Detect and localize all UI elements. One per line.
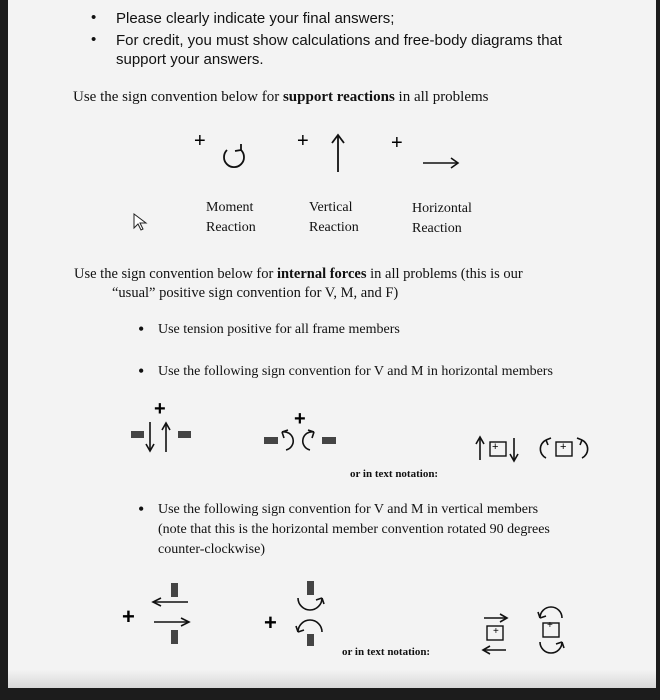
bullet-text: Please clearly indicate your final answers; (116, 10, 395, 27)
bullet-dot: • (138, 361, 145, 381)
bullet-text: For credit, you must show calculations and free-body diagrams that (116, 32, 563, 49)
bullet-dot: • (138, 499, 145, 519)
boxed-plus-text: + (547, 620, 553, 631)
shear-text-notation-icon (474, 434, 528, 464)
document-page: • Please clearly indicate your final answers; • For credit, you must show calculations and free-body diagrams that support your answers. Use the sign convention below for support reactions in all problems + + + Moment Reaction Vertical Reaction Horizontal Reaction Use the sign convention below for internal forces in all problems (this is our “usual” positive sign convention for V, M, and F) • Use tension positive for all frame members • Use the following sign convention for V and M in horizontal members + + or in text notation: + + • Use the following sign convention for V and M in vertical members (note that this is the horizontal member convention rotated 90 degrees counter-clockwise) + + or in text notation: + + (8, 0, 656, 688)
label-line: Horizontal (412, 201, 472, 216)
shear-convention-icon (128, 418, 208, 458)
label-line: Moment (206, 200, 254, 215)
vertical-reaction-label (309, 198, 359, 238)
bullet-dot: • (138, 319, 145, 339)
vertical-moment-plus-sign: + (264, 610, 277, 635)
intro-text: Use the sign convention below for (73, 89, 283, 105)
bullet-tension-positive: Use tension positive for all frame members (158, 322, 400, 337)
moment-plus-sign-internal: + (294, 408, 306, 430)
bullet-text-continued: support your answers. (116, 51, 264, 68)
vertical-moment-convention-icon (290, 578, 332, 650)
intro-text: Use the sign convention below for (74, 266, 277, 282)
right-arrow-icon (421, 155, 461, 171)
label-line: Reaction (206, 220, 256, 235)
page-bottom-shadow (8, 670, 656, 688)
vertical-shear-plus-sign: + (122, 604, 135, 629)
bullet-line: counter-clockwise) (158, 542, 266, 557)
label-line: Reaction (309, 220, 359, 235)
boxed-plus-text: + (560, 441, 567, 453)
support-convention-intro (73, 89, 489, 106)
internal-convention-intro (74, 264, 523, 284)
bullet-line: Use the following sign convention for V and M in vertical members (158, 502, 539, 517)
bullet-vertical-members (158, 500, 550, 560)
bending-moment-convention-icon (262, 424, 352, 458)
label-line: Reaction (412, 221, 462, 236)
label-line: Vertical (309, 200, 353, 215)
boxed-plus-text: + (492, 441, 499, 453)
bullet-horizontal-members: Use the following sign convention for V and M in horizontal members (158, 364, 553, 379)
mouse-pointer-icon (132, 212, 150, 232)
bullet-line: (note that this is the horizontal member convention rotated 90 degrees (158, 522, 550, 537)
text-notation-label: or in text notation: (350, 468, 439, 480)
horizontal-reaction-label (412, 199, 472, 239)
intro-bold: support reactions (282, 89, 395, 105)
internal-convention-intro-line2: “usual” positive sign convention for V, M, and F) (112, 285, 399, 301)
boxed-plus-text: + (493, 626, 499, 637)
ccw-moment-arrow-icon (218, 140, 254, 176)
intro-text-suffix: in all problems (this is our (366, 266, 523, 282)
moment-reaction-label (206, 198, 256, 238)
intro-bold: internal forces (276, 266, 367, 282)
horizontal-plus-sign: + (391, 132, 403, 154)
vertical-shear-convention-icon (148, 580, 198, 648)
shear-plus-sign: + (154, 398, 166, 420)
text-notation-label-vertical: or in text notation: (342, 646, 431, 658)
up-arrow-icon (330, 132, 346, 174)
moment-plus-sign: + (194, 130, 206, 152)
vertical-plus-sign: + (297, 130, 309, 152)
intro-text-suffix: in all problems (394, 89, 489, 105)
